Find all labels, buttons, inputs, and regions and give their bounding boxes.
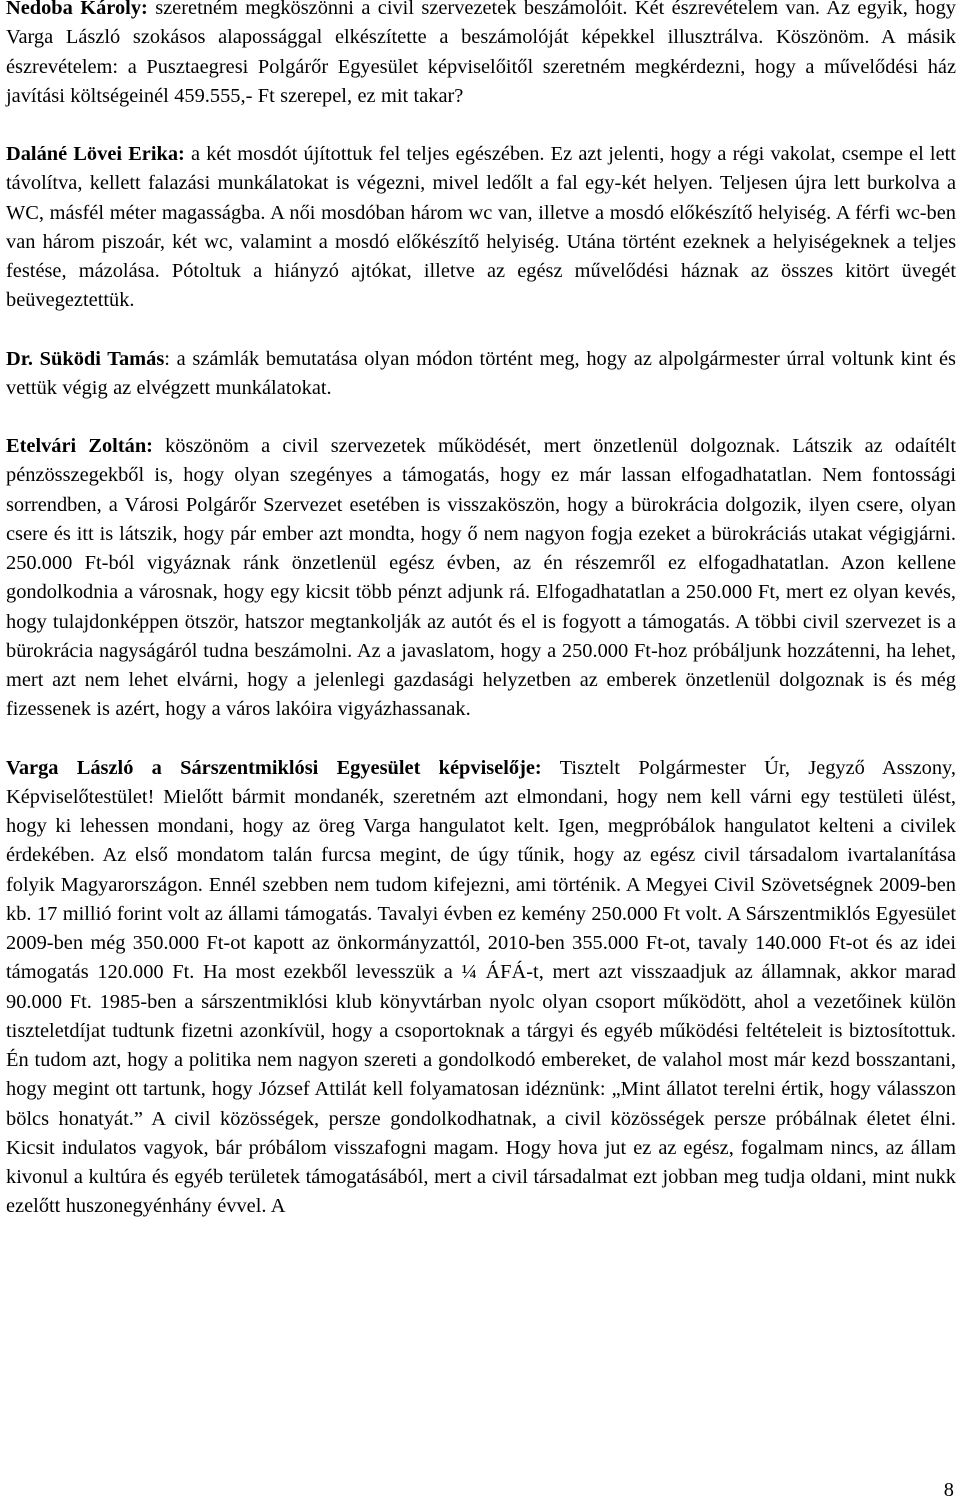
paragraph-varga (6, 754, 956, 1222)
speaker-name: Daláné Lövei Erika: (6, 143, 185, 165)
paragraph-etelvari (6, 432, 956, 725)
paragraph-dalane (6, 140, 956, 316)
paragraph-text: köszönöm a civil szervezetek működését, mert önzetlenül dolgoznak. Látszik az odaítélt pénzösszegekből is, hogy olyan szegényes a támogatás, hogy ez már lassan elfogadhatatlan. Nem fontossági sorrendben, a Városi Polgárőr Szervezet esetében is visszaköszön, hogy a bürokrácia dolgozik, ilyen csere, olyan csere és itt is látszik, hogy pár ember azt mondta, hogy ő nem nagyon fogja ezeket a bürokráciás utakat végigjárni. 250.000 Ft-ból vigyáznak ránk önzetlenül egész évben, az én részemről ez elfogadhatatlan. Azon kellene gondolkodnia a városnak, hogy egy kicsit több pénzt adjunk rá. Elfogadhatatlan a 250.000 Ft, mert ez olyan kevés, hogy tulajdonképpen ötször, hatszor megtankolják az autót és el is fogyott a támogatás. A többi civil szervezet is a bürokrácia nagyságáról tudna beszámolni. Az a javaslatom, hogy a 250.000 Ft-hoz próbáljunk hozzátenni, ha lehet, mert azt nem lehet elvárni, hogy a jelenlegi gazdasági helyzetben az emberek önzetlenül dolgoznak is és még fizessenek is azért, hogy a város lakóira vigyázhassanak. (6, 435, 956, 721)
speaker-name: Dr. Süködi Tamás (6, 347, 165, 370)
paragraph-nedoba (6, 0, 956, 111)
speaker-name: Nedoba Károly: (6, 0, 148, 19)
paragraph-sukosd (6, 345, 956, 404)
page-number: 8 (943, 1479, 954, 1501)
paragraph-text: a két mosdót újítottuk fel teljes egészében. Ez azt jelenti, hogy a régi vakolat, csempe el lett távolítva, kellett falazási munkálatokat is végezni, mivel ledőlt a fal egy-két helyen. Teljesen újra lett burkolva a WC, másfél méter magasságba. A női mosdóban három wc van, illetve a mosdó előkészítő helyiség. A férfi wc-ben van három piszoár, két wc, valamint a mosdó előkészítő helyiség. Utána történt ezeknek a helyiségeknek a teljes festése, mázolása. Pótoltuk a hiányzó ajtókat, illetve az egész művelődési háznak az összes kitört üvegét beüvegeztettük. (6, 143, 956, 312)
paragraph-text: szeretném megköszönni a civil szervezetek beszámolóit. Két észrevételem van. Az egyik, hogy Varga László szokásos alapossággal elkészítette a beszámolóját képekkel illusztrálva. Köszönöm. A másik észrevételem: a Pusztaegresi Polgárőr Egyesület képviselőitől szeretném megkérdezni, hogy a művelődési ház javítási költségeinél 459.555,- Ft szerepel, ez mit takar? (6, 0, 956, 107)
paragraph-text: Tisztelt Polgármester Úr, Jegyző Asszony, Képviselőtestület! Mielőtt bármit mondanék, szeretném azt elmondani, hogy nem kell várni egy testületi ülést, hogy ki lehessen mondani, hogy az öreg Varga hangulatot kelt. Igen, megpróbálok hangulatot kelteni a civilek érdekében. Az első mondatom talán furcsa megint, de úgy tűnik, hogy az egész civil társadalom ivartalanítása folyik Magyarországon. Ennél szebben nem tudom kifejezni, ami történik. A Megyei Civil Szövetségnek 2009-ben kb. 17 millió forint volt az állami támogatás. Tavalyi évben ez kemény 250.000 Ft volt. A Sárszentmiklós Egyesület 2009-ben még 350.000 Ft-ot kapott az önkormányzattól, 2010-ben 355.000 Ft-ot, tavaly 140.000 Ft-ot és az idei támogatás 120.000 Ft. Ha most ezekből levesszük a ¼ ÁFÁ-t, mert azt visszaadjuk az államnak, akkor marad 90.000 Ft. 1985-ben a sárszentmiklósi klub könyvtárban nyolc olyan csoport működött, ahol a vezetőinek külön tiszteletdíjat tudtunk fizetni azonkívül, hogy a csoportoknak a tárgyi és egyéb működési feltételeit is biztosítottuk. Én tudom azt, hogy a politika nem nagyon szereti a gondolkodó embereket, de valahol most már kezd bosszantani, hogy megint ott tartunk, hogy József Attilát kell folyamatosan idéznünk: „Mint állatot terelni értik, hogy válasszon bölcs honatyát.” A civil közösségek, persze gondolkodhatnak, a civil közösségek persze próbálnak életet élni. Kicsit indulatos vagyok, bár próbálom visszafogni magam. Hogy hova jut ez az egész, fogalmam nincs, az állam kivonul a kultúra és egyéb területek támogatásából, mert a civil társadalmat ezt jobban meg tudja oldani, mint nukk ezelőtt huszonegyénhány évvel. A (6, 756, 956, 1218)
paragraph-text: : a számlák bemutatása olyan módon történt meg, hogy az alpolgármester úrral voltunk kint és vettük végig az elvégzett munkálatokat. (6, 347, 956, 399)
document-page (6, 0, 956, 1251)
speaker-name: Varga László a Sárszentmiklósi Egyesület képviselője: (6, 756, 542, 779)
speaker-name: Etelvári Zoltán: (6, 435, 153, 457)
